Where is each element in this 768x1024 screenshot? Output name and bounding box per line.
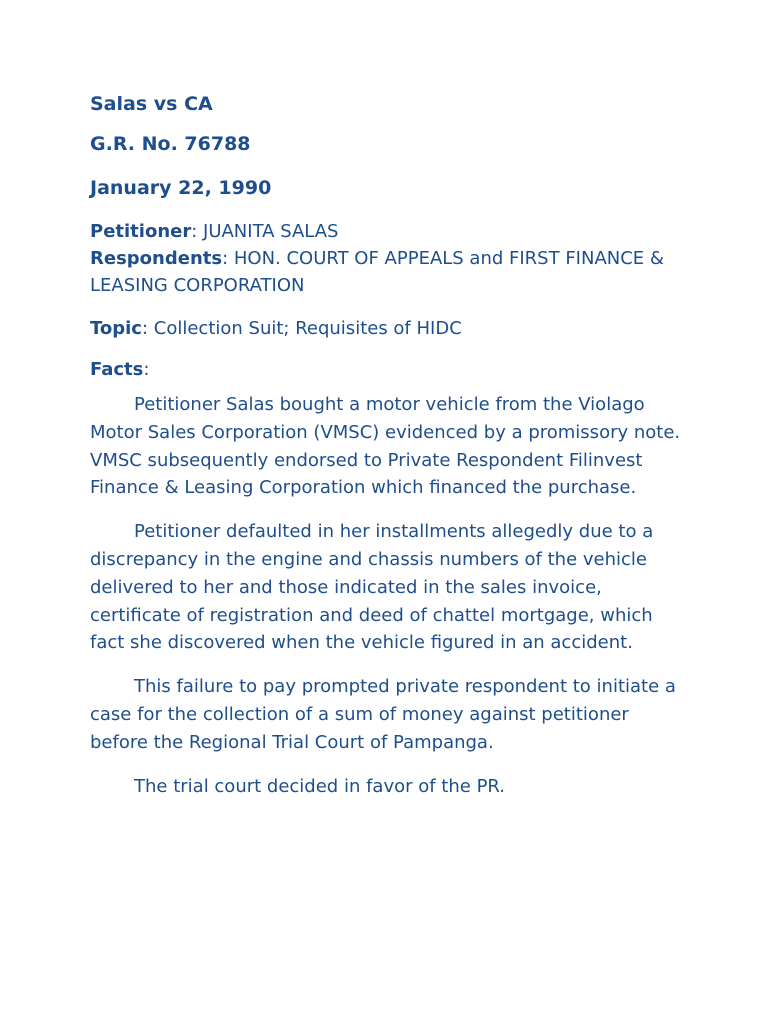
respondents-label: Respondents — [90, 248, 223, 269]
facts-paragraph: Petitioner Salas bought a motor vehicle from the Violago Motor Sales Corporation (VMSC) evidenced by a promissory note. VMSC subsequently endorsed to Private Respondent Filinvest Finance & Leasing Corporation which financed the purchase. — [90, 394, 681, 499]
petitioner-value: : JUANITA SALAS — [191, 221, 339, 242]
decision-date: January 22, 1990 — [90, 177, 272, 199]
case-title: Salas vs CA — [90, 93, 213, 115]
facts-paragraph: Petitioner defaulted in her installments allegedly due to a discrepancy in the engine and chassis numbers of the vehicle delivered to her and those indicated in the sales invoice, certificate of registration and deed of chattel mortgage, which fact she discovered when the vehicle figured in an accident. — [90, 521, 654, 654]
parties-block — [90, 218, 690, 299]
topic-label: Topic — [90, 318, 142, 339]
topic-line — [90, 315, 690, 342]
gr-number: G.R. No. 76788 — [90, 133, 251, 155]
respondents-line — [90, 245, 690, 299]
facts-paragraph: This failure to pay prompted private respondent to initiate a case for the collection of a sum of money against petitioner before the Regional Trial Court of Pampanga. — [90, 676, 676, 753]
topic-value: : Collection Suit; Requisites of HIDC — [141, 318, 462, 339]
petitioner-line — [90, 218, 690, 245]
facts-paragraph: The trial court decided in favor of the PR. — [134, 775, 506, 797]
facts-label: Facts — [90, 359, 144, 380]
facts-heading — [90, 356, 690, 383]
document-page — [90, 90, 690, 816]
facts-suffix: : — [143, 359, 150, 380]
respondents-value: : HON. COURT OF APPEALS and FIRST FINANCE & LEASING CORPORATION — [90, 248, 664, 296]
petitioner-label: Petitioner — [90, 221, 192, 242]
